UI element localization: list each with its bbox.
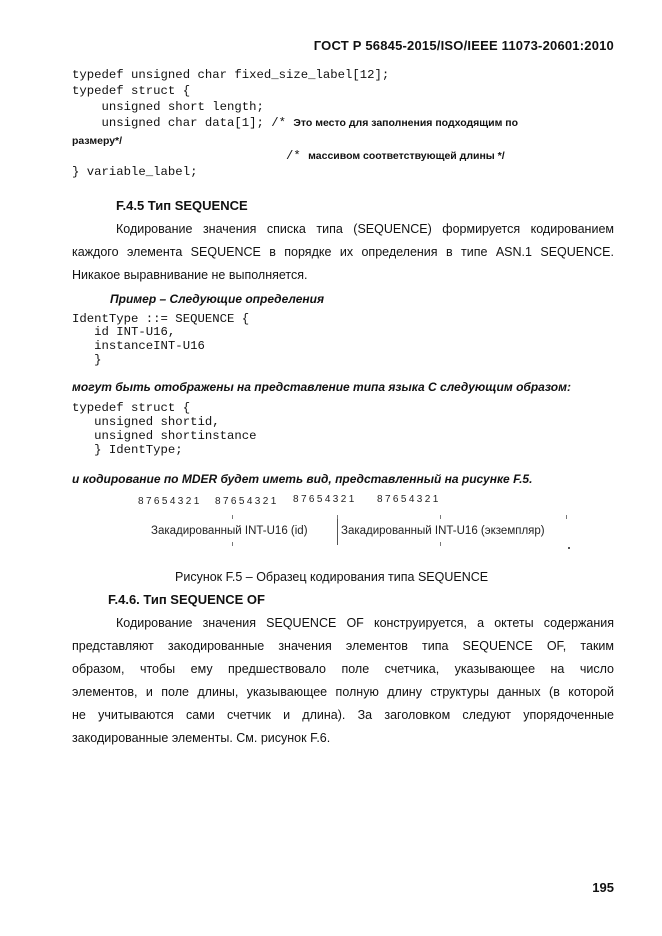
octet-bits: 87654321 bbox=[138, 496, 202, 507]
octet-bits: 87654321 bbox=[293, 494, 357, 505]
paragraph-line: Кодирование значения SEQUENCE OF конструируется, а октеты содержания bbox=[116, 616, 614, 630]
code-comment: Это место для заполнения подходящим по bbox=[293, 117, 519, 129]
code-comment: массивом соответствующей длины */ bbox=[308, 150, 505, 162]
paragraph-line: Кодирование значения списка типа (SEQUENCE) формируется кодированием bbox=[116, 222, 614, 236]
paragraph bbox=[72, 218, 614, 287]
octet-bits: 87654321 bbox=[377, 494, 441, 505]
range-tick bbox=[568, 547, 570, 549]
code-line: typedef unsigned char fixed_size_label[12]; bbox=[72, 68, 390, 82]
field-divider bbox=[337, 519, 338, 545]
figure-caption: Рисунок F.5 – Образец кодирования типа SEQUENCE bbox=[175, 570, 489, 584]
code-line: unsigned short length; bbox=[72, 100, 264, 114]
octet-bits: 87654321 bbox=[215, 496, 279, 507]
paragraph-line: образом, чтобы ему предшествовало поле счетчика, указывающее на число bbox=[72, 662, 614, 676]
section-heading: F.4.5 Тип SEQUENCE bbox=[116, 198, 248, 213]
range-tick bbox=[440, 515, 441, 519]
document-header: ГОСТ Р 56845-2015/ISO/IEEE 11073-20601:2010 bbox=[313, 38, 614, 53]
example-label: Пример – Следующие определения bbox=[110, 292, 325, 306]
code-line bbox=[72, 116, 518, 132]
field-label-id: Закадированный INT-U16 (id) bbox=[151, 525, 308, 537]
paragraph-line: не учитываются сами счетчик и длина). За заголовком следуют упорядоченные bbox=[72, 708, 614, 722]
italic-sentence: и кодирование по MDER будет иметь вид, представленный на рисунке F.5. bbox=[72, 472, 533, 486]
code-fragment: /* bbox=[286, 149, 301, 163]
code-line: typedef struct { bbox=[72, 401, 191, 415]
page-number: 195 bbox=[592, 880, 614, 895]
range-tick bbox=[440, 542, 441, 546]
code-line: unsigned shortid, bbox=[72, 415, 220, 429]
code-line: instanceINT-U16 bbox=[72, 339, 205, 353]
paragraph-line: закодированные элементы. См. рисунок F.6. bbox=[72, 731, 331, 745]
range-tick bbox=[232, 515, 233, 519]
code-line bbox=[286, 149, 505, 165]
code-line: } IdentType; bbox=[72, 443, 183, 457]
range-tick bbox=[232, 542, 233, 546]
paragraph-line: элементов, и поле длины, указывающее полную длину структуры данных (в которой bbox=[72, 685, 614, 699]
paragraph-line: каждого элемента SEQUENCE в порядке их определения в типе ASN.1 SEQUENCE. bbox=[72, 245, 614, 259]
section-heading: F.4.6. Тип SEQUENCE OF bbox=[108, 592, 265, 607]
paragraph-line: представляют закодированные значения элементов типа SEQUENCE OF, таким bbox=[72, 639, 614, 653]
code-line: IdentType ::= SEQUENCE { bbox=[72, 312, 250, 326]
paragraph bbox=[72, 612, 614, 750]
code-line: } variable_label; bbox=[72, 165, 198, 179]
field-label-instance: Закадированный INT-U16 (экземпляр) bbox=[341, 525, 545, 537]
code-line: typedef struct { bbox=[72, 84, 191, 98]
paragraph-line: Никакое выравнивание не выполняется. bbox=[72, 268, 308, 282]
code-line: unsigned shortinstance bbox=[72, 429, 257, 443]
range-tick bbox=[566, 515, 567, 519]
code-fragment: unsigned char data[1]; /* bbox=[72, 116, 287, 130]
code-line: } bbox=[72, 353, 102, 367]
italic-sentence: могут быть отображены на представление типа языка С следующим образом: bbox=[72, 380, 572, 394]
code-comment: размеру*/ bbox=[72, 135, 123, 147]
code-line: id INT-U16, bbox=[72, 325, 176, 339]
